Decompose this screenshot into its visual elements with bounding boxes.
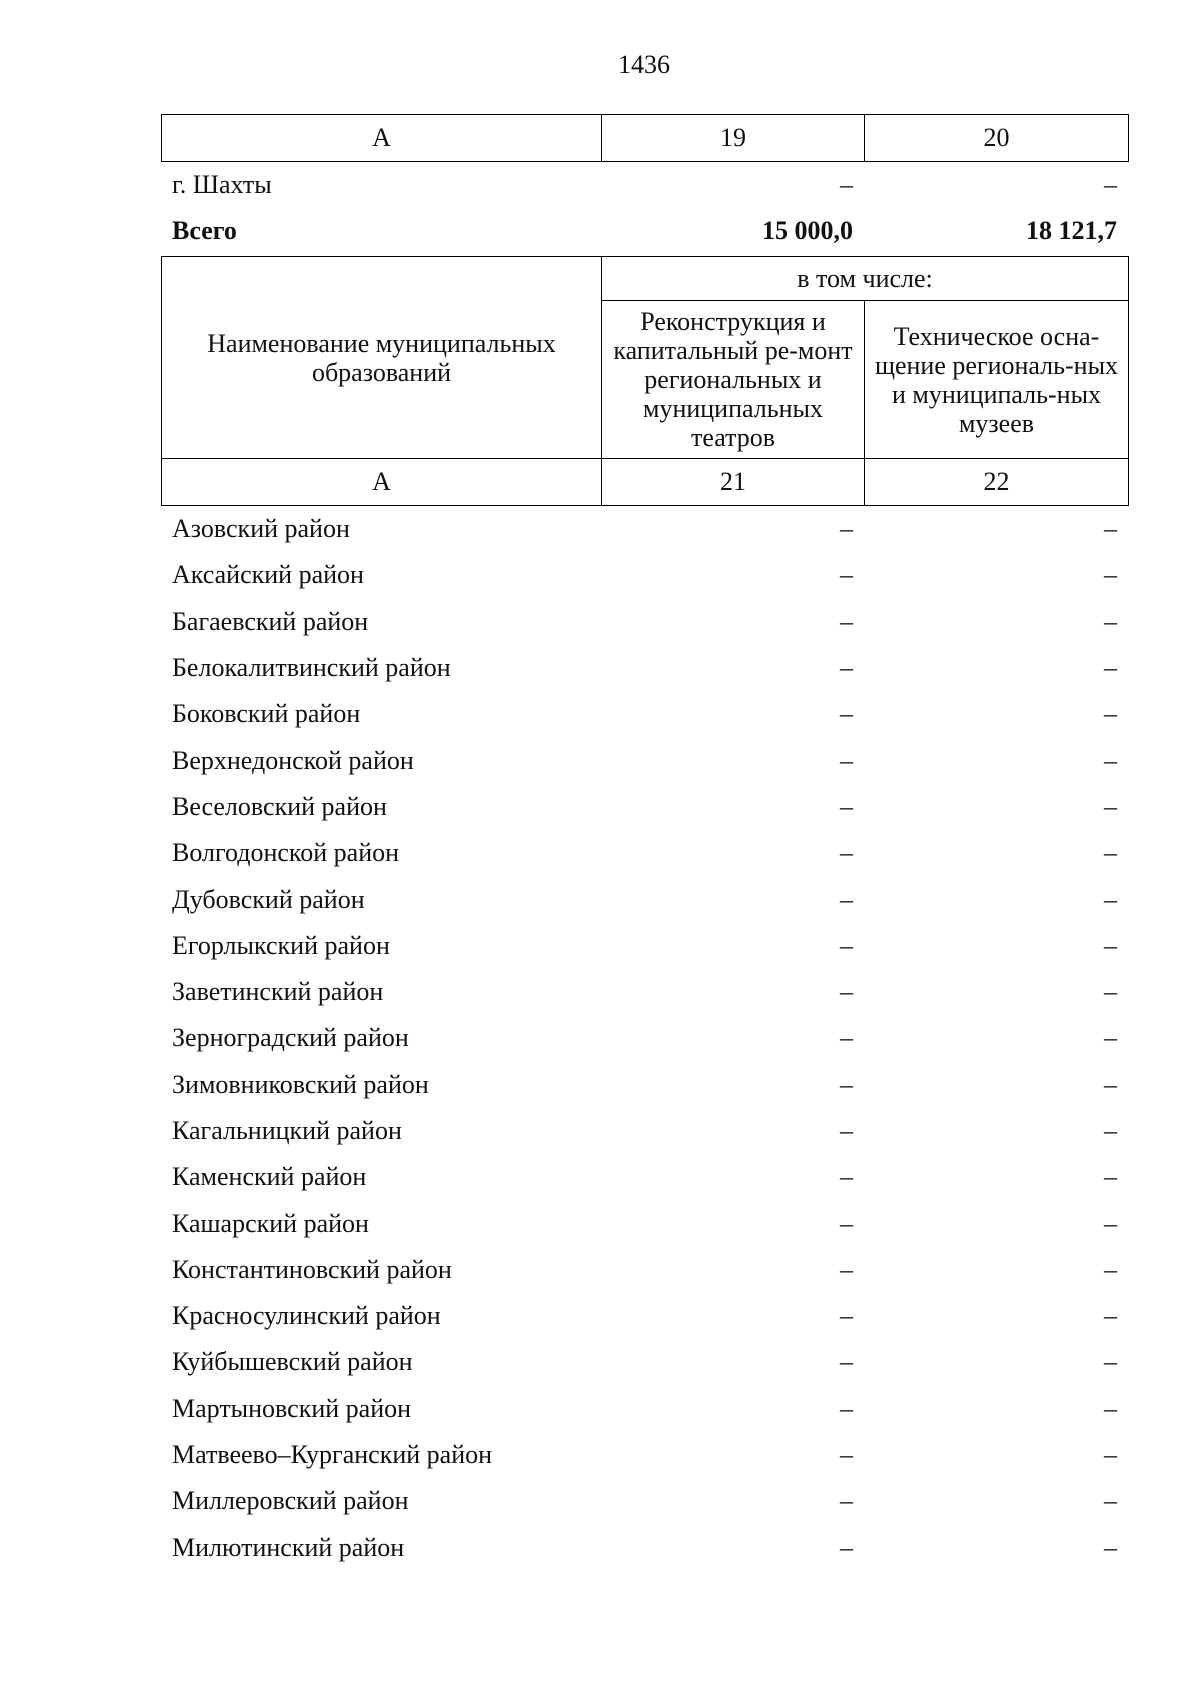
page-number: 1436 <box>618 50 670 79</box>
row-name: г. Шахты <box>172 170 272 199</box>
row-value-21: – <box>840 884 853 914</box>
row-value-21: – <box>840 1069 853 1099</box>
header-group-label: в том числе: <box>602 257 1129 301</box>
table-row <box>161 923 1128 969</box>
table-row <box>161 506 1128 552</box>
row-value-22: – <box>1104 838 1117 868</box>
table-row <box>161 969 1128 1015</box>
municipality-table <box>161 506 1128 1571</box>
row-name: Константиновский район <box>172 1254 452 1284</box>
row-value-20: – <box>1104 170 1117 199</box>
row-value-22: – <box>1104 977 1117 1007</box>
row-name: Мартыновский район <box>172 1393 412 1423</box>
row-value-20: 18 121,7 <box>1026 216 1117 245</box>
row-name: Всего <box>172 216 237 245</box>
row-value-21: – <box>840 1254 853 1284</box>
row-value-22: – <box>1104 1486 1117 1516</box>
document-body <box>161 114 1128 1571</box>
row-value-22: – <box>1104 653 1117 683</box>
table-row <box>161 1525 1128 1571</box>
total-row <box>161 208 1128 254</box>
row-value-21: – <box>840 1116 853 1145</box>
second-number-row <box>162 459 1129 506</box>
row-value-19: – <box>840 170 853 199</box>
header-cell-22: 22 <box>865 459 1129 506</box>
row-value-21: – <box>840 699 853 729</box>
row-value-22: – <box>1104 930 1117 960</box>
row-name: Миллеровский район <box>172 1486 409 1516</box>
row-value-22: – <box>1104 791 1117 821</box>
table-row <box>161 1478 1128 1524</box>
row-name: Волгодонской район <box>172 838 400 868</box>
top-rows-table <box>161 162 1128 254</box>
row-value-22: – <box>1104 1301 1117 1331</box>
row-value-22: – <box>1104 1208 1117 1238</box>
row-name: Зерноградский район <box>172 1023 409 1053</box>
header-cell-a: А <box>162 459 602 506</box>
row-value-21: – <box>840 1347 853 1377</box>
row-name: Аксайский район <box>172 560 364 590</box>
row-value-21: – <box>840 1023 853 1053</box>
row-name: Заветинский район <box>172 977 384 1007</box>
row-value-22: – <box>1104 1440 1117 1470</box>
header-cell-20: 20 <box>865 115 1129 162</box>
row-name: Каменский район <box>172 1162 367 1192</box>
table-row <box>161 1386 1128 1432</box>
table-row <box>161 1432 1128 1478</box>
top-column-header-row <box>162 115 1129 162</box>
row-name: Кагальницкий район <box>172 1116 402 1145</box>
header-cell-a: А <box>162 115 602 162</box>
row-value-22: – <box>1104 1116 1117 1145</box>
row-value-21: – <box>840 977 853 1007</box>
table-row <box>161 552 1128 598</box>
row-value-22: – <box>1104 1162 1117 1192</box>
row-value-22: – <box>1104 699 1117 729</box>
table-row <box>161 599 1128 645</box>
row-name: Белокалитвинский район <box>172 653 451 683</box>
row-value-21: – <box>840 1162 853 1192</box>
row-name: Боковский район <box>172 699 361 729</box>
row-value-22: – <box>1104 884 1117 914</box>
table-row <box>161 1154 1128 1200</box>
row-name: Егорлыкский район <box>172 930 390 960</box>
row-name: Матвеево–Курганский район <box>172 1440 493 1470</box>
row-value-22: – <box>1104 1069 1117 1099</box>
row-value-21: – <box>840 930 853 960</box>
row-value-21: – <box>840 745 853 775</box>
header-cell-19: 19 <box>602 115 865 162</box>
row-name: Куйбышевский район <box>172 1347 413 1377</box>
row-name: Азовский район <box>172 514 350 544</box>
row-name: Веселовский район <box>172 791 387 821</box>
table-row <box>161 645 1128 691</box>
row-name: Дубовский район <box>172 884 365 914</box>
row-value-19: 15 000,0 <box>762 216 853 245</box>
row-value-22: – <box>1104 1347 1117 1377</box>
row-value-21: – <box>840 1208 853 1238</box>
row-name: Зимовниковский район <box>172 1069 429 1099</box>
table-row <box>161 1015 1128 1061</box>
row-value-22: – <box>1104 1023 1117 1053</box>
row-value-22: – <box>1104 606 1117 636</box>
row-value-21: – <box>840 1440 853 1470</box>
row-value-22: – <box>1104 1532 1117 1562</box>
row-value-21: – <box>840 791 853 821</box>
row-name: Верхнедонской район <box>172 745 414 775</box>
table-row <box>161 784 1128 830</box>
row-value-21: – <box>840 514 853 544</box>
table-row <box>161 876 1128 922</box>
row-value-21: – <box>840 1301 853 1331</box>
row-name: Милютинский район <box>172 1532 405 1562</box>
row-value-21: – <box>840 838 853 868</box>
row-name: Багаевский район <box>172 606 369 636</box>
row-name: Красносулинский район <box>172 1301 441 1331</box>
row-value-21: – <box>840 1393 853 1423</box>
row-value-21: – <box>840 653 853 683</box>
row-name: Кашарский район <box>172 1208 369 1238</box>
table-row <box>161 1293 1128 1339</box>
row-value-22: – <box>1104 1393 1117 1423</box>
row-value-21: – <box>840 1486 853 1516</box>
row-value-22: – <box>1104 560 1117 590</box>
header-col22-label: Техническое осна-щение региональ-ных и муниципаль-ных музеев <box>865 301 1129 459</box>
row-value-22: – <box>1104 514 1117 544</box>
table-row <box>161 1247 1128 1293</box>
top-column-header-table <box>161 114 1129 162</box>
table-row <box>161 1200 1128 1246</box>
table-row <box>161 162 1128 208</box>
table-row <box>161 830 1128 876</box>
table-row <box>161 1108 1128 1154</box>
row-value-21: – <box>840 606 853 636</box>
row-value-22: – <box>1104 1254 1117 1284</box>
row-value-22: – <box>1104 745 1117 775</box>
row-value-21: – <box>840 560 853 590</box>
table-row <box>161 691 1128 737</box>
row-value-21: – <box>840 1532 853 1562</box>
table-row <box>161 1062 1128 1108</box>
header-cell-21: 21 <box>602 459 865 506</box>
table-row <box>161 1339 1128 1385</box>
second-column-header-table <box>161 256 1129 506</box>
header-col21-label: Реконструкция и капитальный ре-монт региональных и муниципальных театров <box>602 301 865 459</box>
header-municipality-name: Наименование муниципальных образований <box>162 257 602 459</box>
table-row <box>161 737 1128 783</box>
